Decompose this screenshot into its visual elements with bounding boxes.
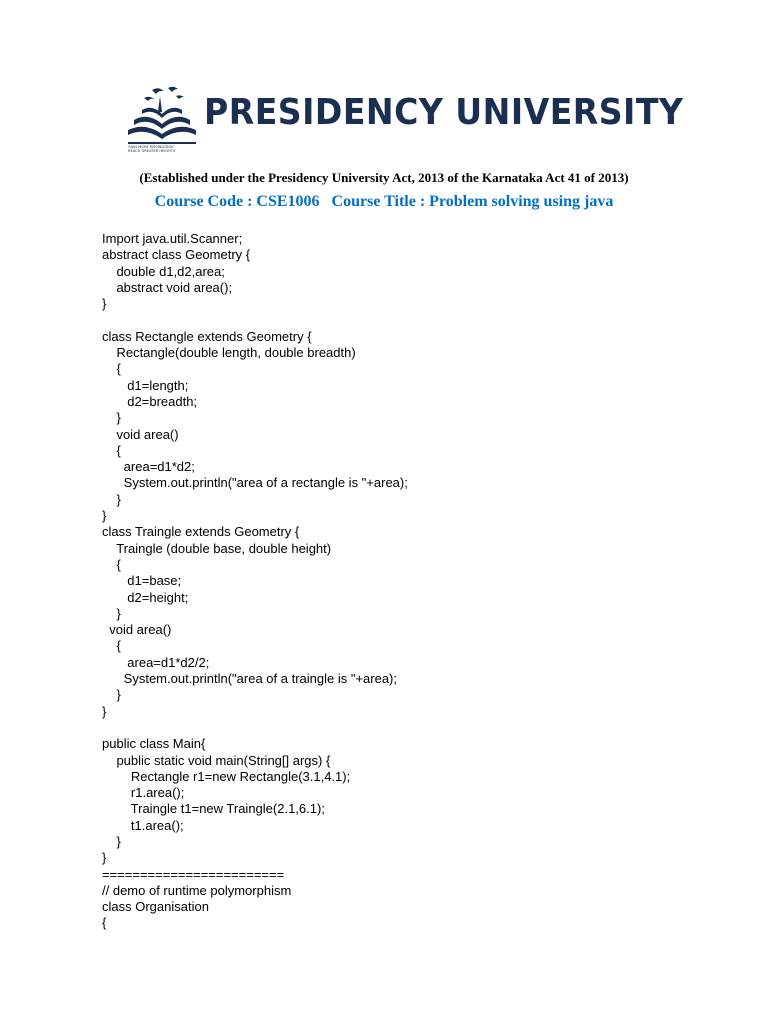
code-line: ======================== — [102, 866, 285, 882]
code-line: d2=height; — [102, 589, 189, 605]
established-note: (Established under the Presidency University Act, 2013 of the Karnataka Act 41 of 2013) — [139, 170, 629, 185]
code-line: } — [102, 833, 121, 849]
code-line: } — [102, 687, 121, 703]
code-line — [102, 720, 408, 736]
code-line: abstract class Geometry { — [102, 247, 251, 263]
university-logo — [124, 86, 684, 152]
code-line — [102, 312, 408, 328]
code-line: class Rectangle extends Geometry { — [102, 328, 312, 344]
code-line: } — [102, 850, 107, 866]
code-line: } — [102, 296, 107, 312]
code-line: System.out.println("area of a traingle is "+area); — [102, 671, 398, 687]
svg-text:GAIN MORE KNOWLEDGE: GAIN MORE KNOWLEDGE — [128, 145, 174, 149]
code-line: Traingle t1=new Traingle(2.1,6.1); — [102, 801, 325, 817]
code-line: void area() — [102, 622, 172, 638]
code-line: t1.area(); — [102, 817, 184, 833]
code-line: void area() — [102, 426, 179, 442]
code-line: public static void main(String[] args) { — [102, 752, 331, 768]
code-line: class Organisation — [102, 899, 209, 915]
book-and-birds-emblem-icon — [124, 86, 200, 152]
code-line: d2=breadth; — [102, 393, 198, 409]
code-line: abstract void area(); — [102, 279, 233, 295]
code-line: public class Main{ — [102, 736, 206, 752]
code-line: { — [102, 915, 107, 931]
course-code: Course Code : CSE1006 — [154, 193, 320, 210]
code-line: area=d1*d2/2; — [102, 654, 210, 670]
course-title: Course Title : Problem solving using java — [331, 193, 614, 210]
code-line: { — [102, 361, 121, 377]
code-line: area=d1*d2; — [102, 459, 195, 475]
code-line: } — [102, 410, 121, 426]
code-line: Import java.util.Scanner; — [102, 231, 243, 246]
code-line: double d1,d2,area; — [102, 263, 225, 279]
code-line: class Traingle extends Geometry { — [102, 524, 300, 540]
code-line: d1=base; — [102, 573, 182, 589]
svg-text:REACH GREATER HEIGHTS: REACH GREATER HEIGHTS — [128, 149, 176, 152]
code-line: } — [102, 491, 121, 507]
code-line: System.out.println("area of a rectangle is "+area); — [102, 475, 408, 491]
code-line: } — [102, 605, 121, 621]
code-line: r1.area(); — [102, 785, 185, 801]
code-line: d1=length; — [102, 377, 189, 393]
code-line: { — [102, 442, 121, 458]
code-line: // demo of runtime polymorphism — [102, 882, 292, 898]
code-line: Traingle (double base, double height) — [102, 540, 332, 556]
code-listing — [102, 231, 408, 932]
university-name: PRESIDENCY UNIVERSITY — [204, 92, 684, 133]
code-line: Rectangle(double length, double breadth) — [102, 345, 356, 361]
code-line: } — [102, 703, 107, 719]
code-line: Rectangle r1=new Rectangle(3.1,4.1); — [102, 768, 351, 784]
code-line: { — [102, 556, 121, 572]
code-line: { — [102, 638, 121, 654]
code-line: } — [102, 508, 107, 524]
course-info — [0, 193, 768, 211]
